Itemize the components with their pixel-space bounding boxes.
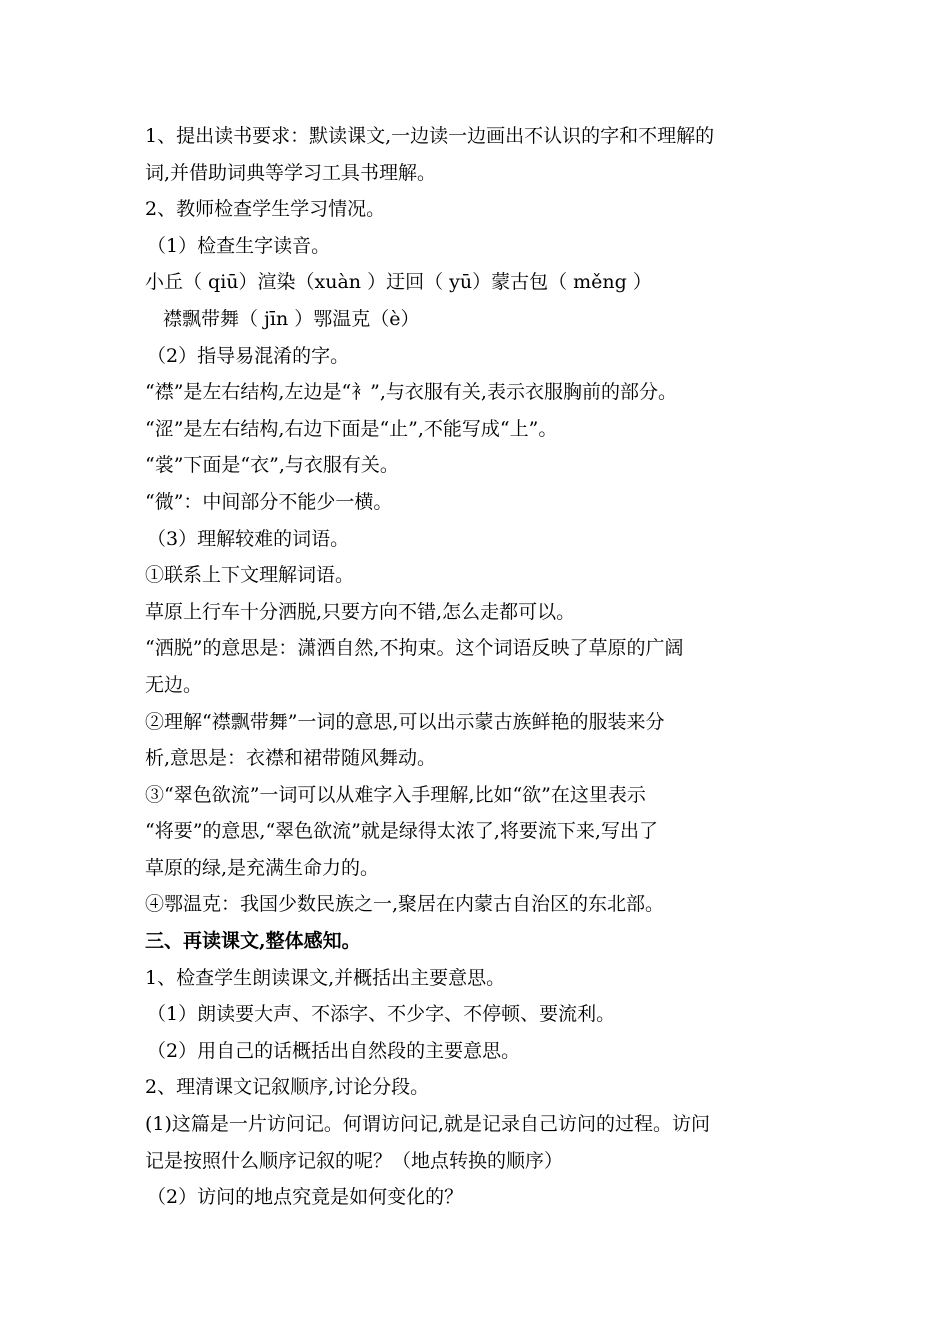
text-line: “洒脱”的意思是：潇洒自然,不拘束。这个词语反映了草原的广阔 [145,637,684,660]
text-line: “微”：中间部分不能少一横。 [145,490,393,513]
text-line: 1、提出读书要求：默读课文,一边读一边画出不认识的字和不理解的 [145,125,715,147]
text-line: 草原上行车十分洒脱,只要方向不错,怎么走都可以。 [145,600,576,623]
text-line: 小丘（ qiū）渲染（xuàn ）迂回（ yū）蒙古包（ měng ） [145,271,652,294]
text-line: （2）访问的地点究竟是如何变化的？ [147,1186,464,1209]
text-line: 草原的绿,是充满生命力的。 [145,856,380,879]
text-line: (1)这篇是一片访问记。何谓访问记,就是记录自己访问的过程。访问 [145,1113,710,1136]
text-line: （1）朗读要大声、不添字、不少字、不停顿、要流利。 [147,1003,616,1026]
text-line: 2、教师检查学生学习情况。 [145,198,386,221]
text-line: 1、检查学生朗读课文,并概括出主要意思。 [145,966,506,989]
text-line: 无边。 [145,673,203,696]
text-line: 2、理清课文记叙顺序,讨论分段。 [145,1076,430,1099]
text-line: “襟”是左右结构,左边是“衤”,与衣服有关,表示衣服胸前的部分。 [145,381,677,404]
text-line: （2）指导易混淆的字。 [147,344,350,367]
text-line: 襟飘带舞（ jīn ）鄂温克（è） [163,307,420,330]
text-line: （1）检查生字读音。 [147,234,331,257]
document-body [145,118,835,1216]
text-line: ①联系上下文理解词语。 [145,564,355,587]
text-line: （3）理解较难的词语。 [147,527,350,550]
section-heading: 三、再读课文,整体感知。 [145,930,361,953]
text-line: 词,并借助词典等学习工具书理解。 [145,161,437,184]
text-line: ②理解“襟飘带舞”一词的意思,可以出示蒙古族鲜艳的服装来分 [145,710,665,733]
text-line: “裳”下面是“衣”,与衣服有关。 [145,454,399,477]
text-line: “将要”的意思,“翠色欲流”就是绿得太浓了,将要流下来,写出了 [145,820,658,843]
text-line: ③“翠色欲流”一词可以从难字入手理解,比如“欲”在这里表示 [145,783,646,806]
text-line: （2）用自己的话概括出自然段的主要意思。 [147,1039,521,1062]
text-line: 记是按照什么顺序记叙的呢？（地点转换的顺序） [145,1149,564,1172]
text-line: ④鄂温克：我国少数民族之一,聚居在内蒙古自治区的东北部。 [145,893,665,916]
text-line: 析,意思是：衣襟和裙带随风舞动。 [145,747,437,770]
text-line: “涩”是左右结构,右边下面是“止”,不能写成“上”。 [145,417,558,440]
